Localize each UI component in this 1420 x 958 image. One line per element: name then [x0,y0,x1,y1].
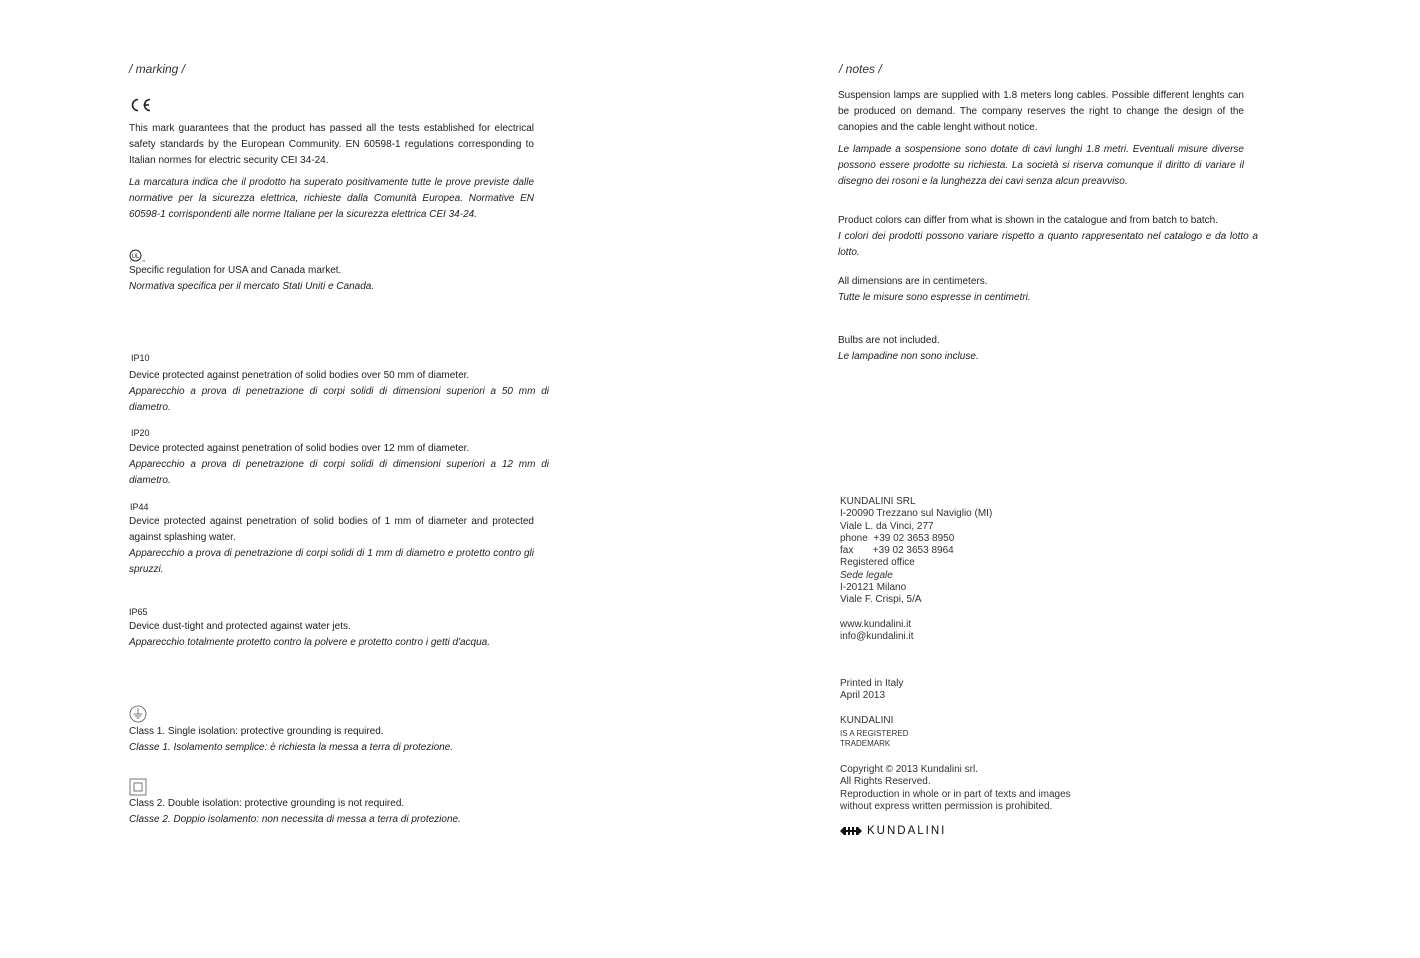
ip65-text-it: Apparecchio totalmente protetto contro la polvere e protetto contro i getti d'acqua. [129,637,491,648]
dimensions-text-it: Tutte le misure sono espresse in centimetri. [838,292,1031,303]
suspension-note [838,88,1244,190]
copyright-line3: Reproduction in whole or in part of texts and images [840,788,1071,800]
colors-text-it: I colori dei prodotti possono variare rispetto a quanto rappresentato nel catalogo e da lotto a lotto. [838,231,1258,258]
copyright-block [840,764,1160,813]
notes-section-title: / notes / [839,62,882,76]
class1-description [129,724,549,756]
printed-line2: April 2013 [840,690,886,702]
suspension-text-it: Le lampade a sospensione sono dotate di cavi lunghi 1.8 metri. Eventuali misure diverse possono essere prodotte su richiesta. La società si riserva comunque il diritto di variare il disegno dei rosoni e la lunghezza dei cavi senza alcun preavviso. [838,144,1244,187]
bulbs-note [838,333,1258,365]
colors-note [838,213,1258,261]
ce-mark-icon [129,97,153,113]
ul-text-it: Normativa specifica per il mercato Stati Uniti e Canada. [129,281,375,292]
kundalini-logo [840,825,946,837]
company-address-line3: I-20121 Milano [840,582,907,594]
copyright-line2: All Rights Reserved. [840,776,931,788]
kundalini-logo-icon [840,826,862,836]
company-address-block [840,496,1140,643]
ip65-description [129,619,549,651]
suspension-text-en: Suspension lamps are supplied with 1.8 meters long cables. Possible different lenghts can be produced on demand. The company reserves the right to change the design of the canopies and the cable lenght without notice. [838,90,1244,133]
company-registered-office: Registered office [840,557,915,569]
svg-text:c: c [130,258,132,262]
ip20-label: IP20 [131,428,150,438]
ce-description [129,121,534,223]
ul-description [129,263,534,295]
printed-line1: Printed in Italy [840,678,904,689]
bulbs-text-it: Le lampadine non sono incluse. [838,351,979,362]
ip44-text-en: Device protected against penetration of solid bodies of 1 mm of diameter and protected against splashing water. [129,516,534,543]
marking-section-title: / marking / [129,62,186,76]
ip20-text-it: Apparecchio a prova di penetrazione di corpi solidi di dimensioni superiori a 12 mm di diametro. [129,459,549,486]
ip10-description [129,368,549,416]
ul-text-en: Specific regulation for USA and Canada market. [129,265,342,276]
class2-description [129,796,549,828]
ip20-description [129,441,549,489]
dimensions-note [838,274,1258,306]
company-address-line2: Viale L. da Vinci, 277 [840,520,934,532]
company-name: KUNDALINI SRL [840,496,916,507]
copyright-line1: Copyright © 2013 Kundalini srl. [840,764,978,775]
class1-text-it: Classe 1. Isolamento semplice: è richiesta la messa a terra di protezione. [129,742,454,753]
class1-text-en: Class 1. Single isolation: protective grounding is required. [129,726,384,737]
trademark-block [840,715,1140,749]
ce-text-it: La marcatura indica che il prodotto ha superato positivamente tutte le prove previste dalle normative per la sicurezza elettrica, richieste dalla Comunità Europea. Normative EN 60598-1 corrispondenti alle norme Italiane per la sicurezza elettrica CEI 34-24. [129,177,534,220]
company-email-link[interactable]: info@kundalini.it [840,630,914,642]
ul-mark-icon [129,249,149,262]
ip10-text-en: Device protected against penetration of solid bodies over 50 mm of diameter. [129,370,470,381]
company-phone: phone +39 02 3653 8950 [840,532,955,544]
kundalini-logo-text: KUNDALINI [867,825,947,837]
trademark-line1: IS A REGISTERED [840,729,909,739]
company-fax: fax +39 02 3653 8964 [840,545,954,557]
ip20-text-en: Device protected against penetration of solid bodies over 12 mm of diameter. [129,443,470,454]
company-address-line1: I-20090 Trezzano sul Naviglio (MI) [840,508,993,520]
ce-text-en: This mark guarantees that the product has passed all the tests established for electrical safety standards by the European Community. EN 60598-1 regulations corresponding to Italian normes for electric security CEI 34-24. [129,123,534,166]
ip65-label: IP65 [129,607,148,617]
ip10-label: IP10 [131,353,150,363]
ground-symbol-icon [129,705,147,723]
company-address-line4: Viale F. Crispi, 5/A [840,594,922,606]
bulbs-text-en: Bulbs are not included. [838,335,940,346]
double-isolation-icon [129,778,147,796]
company-website-link[interactable]: www.kundalini.it [840,618,912,630]
ip10-text-it: Apparecchio a prova di penetrazione di corpi solidi di dimensioni superiori a 50 mm di diametro. [129,386,549,413]
colors-text-en: Product colors can differ from what is shown in the catalogue and from batch to batch. [838,215,1219,226]
dimensions-text-en: All dimensions are in centimeters. [838,276,988,287]
ip44-text-it: Apparecchio a prova di penetrazione di corpi solidi di 1 mm di diametro e protetto contro gli spruzzi. [129,548,534,575]
class2-text-it: Classe 2. Doppio isolamento: non necessita di messa a terra di protezione. [129,814,461,825]
ip65-text-en: Device dust-tight and protected against water jets. [129,621,351,632]
copyright-line4: without express written permission is prohibited. [840,800,1053,812]
right-page [710,0,1420,958]
trademark-name: KUNDALINI [840,715,894,726]
ip44-label: IP44 [130,502,149,512]
trademark-line2: TRADEMARK [840,739,891,749]
ip44-description [129,514,534,578]
svg-text:us: us [142,258,146,262]
company-sede-legale: Sede legale [840,569,893,581]
svg-text:UL: UL [131,254,140,260]
class2-text-en: Class 2. Double isolation: protective grounding is not required. [129,798,405,809]
printed-block [840,678,1140,703]
